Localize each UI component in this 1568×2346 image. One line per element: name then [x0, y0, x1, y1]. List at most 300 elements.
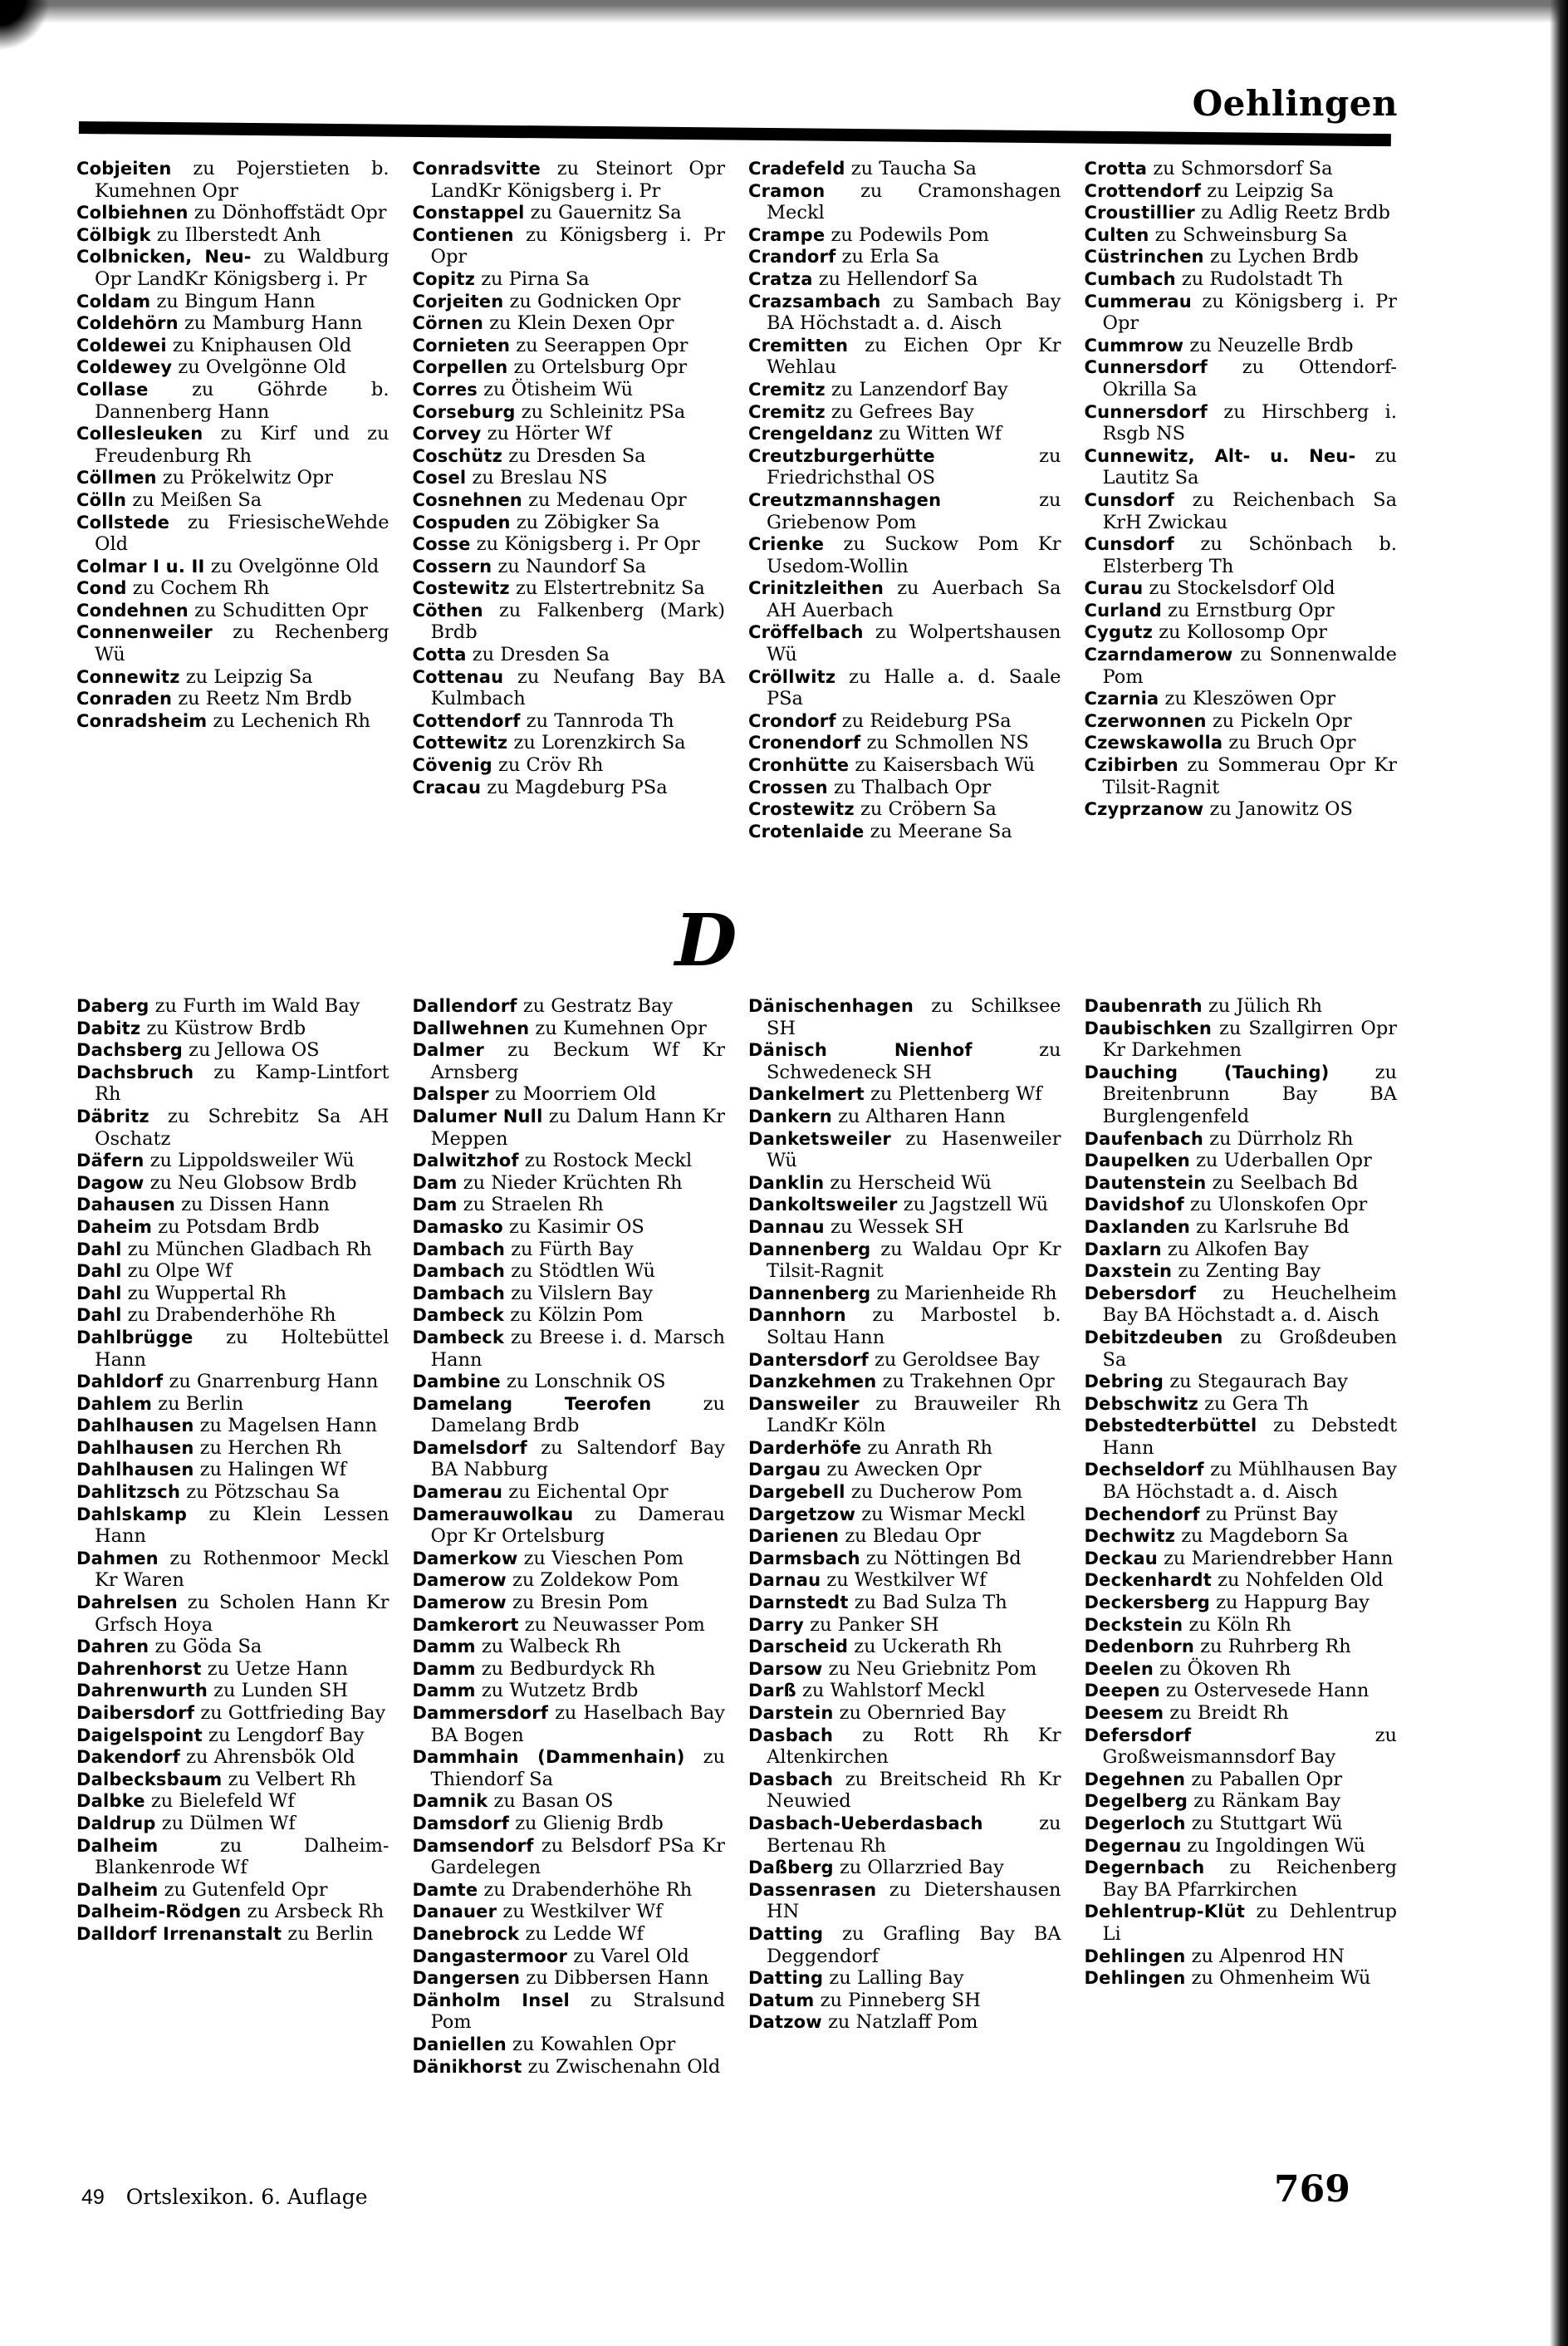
parent-locality: zu Schleinitz PSa [521, 400, 686, 423]
parent-locality: zu Gestratz Bay [522, 995, 674, 1017]
parent-locality: zu Haselbach Bay BA Bogen [430, 1702, 725, 1746]
place-name: Dankelmert [748, 1084, 865, 1105]
place-name: Degelberg [1084, 1791, 1188, 1812]
parent-locality: zu Pojerstieten b. Kumehnen Opr [95, 158, 390, 202]
place-name: Crazsambach [748, 291, 881, 312]
gazetteer-entry [1085, 1327, 1398, 1371]
place-name: Dambach [412, 1239, 505, 1259]
place-name: Corpellen [412, 357, 508, 378]
gazetteer-entry [748, 1923, 1061, 1967]
parent-locality: zu Janowitz OS [1209, 798, 1353, 821]
place-name: Cölln [76, 489, 127, 510]
parent-locality: zu Schilksee SH [767, 995, 1061, 1039]
parent-locality: zu Walbeck Rh [481, 1636, 621, 1658]
gazetteer-entry [76, 246, 390, 290]
gazetteer-entry [748, 1769, 1061, 1813]
gazetteer-entry [1085, 1636, 1398, 1658]
parent-locality: zu Breidt Rh [1169, 1702, 1289, 1724]
place-name: Dambach [412, 1283, 505, 1303]
gazetteer-entry [748, 224, 1061, 247]
place-name: Danebrock [412, 1923, 520, 1944]
place-name: Croustillier [1084, 203, 1195, 223]
parent-locality: zu Schuditten Opr [194, 599, 368, 621]
gazetteer-entry [76, 1746, 390, 1769]
gazetteer-entry [413, 1260, 726, 1283]
place-name: Dalheim [76, 1879, 159, 1900]
gazetteer-entry [748, 1437, 1061, 1460]
place-name: Dannau [748, 1216, 825, 1237]
gazetteer-entry [1085, 1548, 1398, 1570]
parent-locality: zu Seerappen Opr [516, 334, 688, 356]
place-name: Crienke [748, 534, 825, 555]
place-name: Daupelken [1084, 1151, 1190, 1171]
place-name: Cremitz [748, 401, 826, 422]
parent-locality: zu Cramonshagen Meckl [767, 179, 1061, 224]
place-name: Dambeck [412, 1327, 505, 1347]
place-name: Collstede [76, 512, 170, 533]
place-name: Cottendorf [412, 710, 521, 731]
parent-locality: zu Ostervesede Hann [1166, 1680, 1370, 1702]
place-name: Colbnicken, Neu- [76, 247, 252, 267]
parent-locality: zu Gnarrenburg Hann [169, 1371, 379, 1393]
place-name: Damm [412, 1637, 476, 1657]
place-name: Dankern [748, 1106, 832, 1126]
gazetteer-entry [76, 312, 390, 335]
parent-locality: zu Uckerath Rh [854, 1636, 1002, 1658]
place-name: Debschwitz [1084, 1393, 1198, 1414]
place-name: Contienen [412, 224, 514, 245]
gazetteer-entry [1085, 1393, 1398, 1416]
parent-locality: zu Erla Sa [841, 246, 939, 268]
place-name: Copitz [412, 268, 476, 289]
parent-locality: zu Cröbern Sa [860, 798, 997, 821]
parent-locality: zu München Gladbach Rh [127, 1238, 372, 1260]
place-name: Dabitz [76, 1018, 141, 1038]
parent-locality: zu Velbert Rh [228, 1768, 356, 1790]
parent-locality: zu Breitscheid Rh Kr Neuwied [767, 1768, 1061, 1813]
place-name: Datzow [748, 2012, 822, 2033]
parent-locality: zu Prünst Bay [1205, 1503, 1338, 1525]
parent-locality: zu Marbostel b. Soltau Hann [767, 1304, 1061, 1348]
gazetteer-entry [748, 1592, 1061, 1614]
parent-locality: zu Geroldsee Bay [875, 1348, 1040, 1371]
gazetteer-entry [1085, 1018, 1398, 1062]
running-head: Oehlingen [1192, 83, 1398, 124]
parent-locality: zu Kölzin Pom [510, 1304, 644, 1327]
parent-locality: zu Dissen Hann [181, 1194, 330, 1216]
parent-locality: zu Potsdam Brdb [158, 1215, 320, 1238]
gazetteer-entry [1085, 1901, 1398, 1945]
place-name: Culten [1084, 224, 1149, 245]
parent-locality: zu Breslau NS [472, 467, 608, 489]
place-name: Crotta [1084, 159, 1148, 179]
footer-imprint [81, 2185, 368, 2210]
parent-locality: zu Gottfrieding Bay [200, 1702, 386, 1724]
parent-locality: zu Lechenich Rh [213, 709, 371, 732]
place-name: Coldam [76, 291, 151, 312]
parent-locality: zu Hörter Wf [487, 423, 611, 445]
gazetteer-entry [413, 1569, 726, 1592]
place-name: Danklin [748, 1172, 825, 1193]
parent-locality: zu Mamburg Hann [184, 312, 363, 335]
place-name: Deepen [1084, 1681, 1160, 1701]
gazetteer-entry [1085, 1172, 1398, 1195]
parent-locality: zu Olpe Wf [127, 1260, 233, 1283]
gazetteer-entry [1085, 1283, 1398, 1327]
gazetteer-entry [413, 1990, 726, 2034]
parent-locality: zu Lalling Bay [829, 1967, 964, 1990]
gazetteer-entry [748, 1569, 1061, 1592]
gazetteer-entry [413, 1083, 726, 1106]
parent-locality: zu Bertenau Rh [767, 1812, 1061, 1857]
gazetteer-entry [76, 1039, 390, 1062]
place-name: Corseburg [412, 401, 516, 422]
parent-locality: zu Ovelgönne Old [178, 356, 347, 379]
place-name: Dahlbrügge [76, 1327, 194, 1347]
place-name: Dechwitz [1084, 1526, 1176, 1547]
book-title: Ortslexikon. [125, 2185, 255, 2209]
place-name: Damm [412, 1681, 476, 1701]
parent-locality: zu Hellendorf Sa [818, 267, 978, 290]
gazetteer-entry [1085, 754, 1398, 798]
place-name: Datting [748, 1923, 824, 1944]
place-name: Dalsper [412, 1084, 489, 1105]
parent-locality: zu Hasenweiler Wü [767, 1127, 1061, 1172]
parent-locality: zu Ollarzried Bay [839, 1857, 1004, 1879]
gazetteer-entry [413, 995, 726, 1018]
parent-locality: zu Altharen Hann [838, 1105, 1006, 1127]
place-name: Dasbach [748, 1725, 834, 1745]
place-name: Dahrelsen [76, 1593, 178, 1613]
parent-locality: zu Debstedt Hann [1102, 1415, 1397, 1459]
gazetteer-entry [76, 666, 390, 689]
place-name: Damerau [412, 1482, 503, 1503]
place-name: Dammersdorf [412, 1703, 549, 1723]
gazetteer-entry [1085, 1459, 1398, 1503]
parent-locality: zu Herchen Rh [199, 1436, 342, 1459]
place-name: Creutzburgerhütte [748, 445, 935, 466]
place-name: Daubischken [1084, 1018, 1212, 1038]
place-name: Cunnewitz, Alt- u. Neu- [1084, 445, 1356, 466]
place-name: Cröffelbach [748, 622, 864, 643]
parent-locality: zu Halingen Wf [199, 1459, 346, 1481]
gazetteer-entry [1085, 1525, 1398, 1548]
parent-locality: zu Dietershausen HN [767, 1878, 1061, 1923]
place-name: Corvey [412, 424, 482, 444]
place-name: Damte [412, 1879, 478, 1900]
gazetteer-entry [413, 577, 726, 600]
gazetteer-entry [748, 1481, 1061, 1504]
gazetteer-entry [413, 1239, 726, 1261]
gazetteer-entry [1085, 1680, 1398, 1702]
gazetteer-entry [76, 1923, 390, 1946]
gazetteer-entry [748, 821, 1061, 843]
gazetteer-entry [413, 666, 726, 710]
place-name: Cövenig [412, 755, 492, 776]
place-name: Cospuden [412, 512, 511, 533]
place-name: Dannenberg [748, 1283, 871, 1303]
place-name: Cremitten [748, 335, 849, 356]
gazetteer-entry [1085, 798, 1398, 821]
column-2 [413, 158, 726, 842]
gazetteer-entry [1085, 1790, 1398, 1813]
parent-locality: zu Ilberstedt Anh [156, 223, 321, 246]
place-name: Daubenrath [1084, 996, 1203, 1016]
parent-locality: zu Lorenzkirch Sa [513, 732, 686, 754]
gazetteer-entry [413, 1967, 726, 1990]
parent-locality: zu Ränkam Bay [1193, 1790, 1341, 1813]
place-name: Cörnen [412, 313, 484, 334]
gazetteer-entry [748, 1128, 1061, 1172]
place-name: Degernau [1084, 1835, 1182, 1856]
place-name: Dahlhausen [76, 1437, 194, 1458]
parent-locality: zu Adlig Reetz Brdb [1201, 202, 1390, 224]
parent-locality: zu Szallgirren Opr Kr Darkehmen [1102, 1017, 1398, 1062]
place-name: Dargau [748, 1460, 821, 1480]
place-name: Curau [1084, 578, 1144, 599]
gazetteer-entry [748, 1106, 1061, 1128]
gazetteer-entry [413, 2056, 726, 2079]
place-name: Crostewitz [748, 799, 855, 820]
parent-locality: zu Seelbach Bd [1212, 1171, 1359, 1194]
place-name: Damnik [412, 1791, 488, 1812]
gazetteer-entry [413, 1018, 726, 1040]
place-name: Curland [1084, 600, 1162, 621]
parent-locality: zu Königsberg i. Pr Opr [430, 223, 725, 268]
gazetteer-entry [76, 356, 390, 379]
parent-locality: zu Schwedeneck SH [767, 1039, 1061, 1083]
place-name: Davidshof [1084, 1195, 1184, 1215]
parent-locality: zu Kamp-Lintfort Rh [95, 1061, 390, 1106]
gazetteer-entry [1085, 1592, 1398, 1614]
gazetteer-entry [413, 1636, 726, 1658]
parent-locality: zu Neu Globsow Brdb [149, 1171, 357, 1194]
parent-locality: zu Pötzschau Sa [186, 1481, 340, 1504]
parent-locality: zu Klein Lessen Hann [95, 1503, 390, 1548]
parent-locality: zu Schmorsdorf Sa [1153, 158, 1333, 179]
parent-locality: zu Rudolstadt Th [1181, 267, 1344, 290]
gazetteer-entry [748, 1525, 1061, 1548]
parent-locality: zu Paballen Opr [1191, 1768, 1343, 1790]
gazetteer-entry [748, 246, 1061, 268]
gazetteer-entry [1085, 1216, 1398, 1239]
place-name: Cummerau [1084, 291, 1192, 312]
gazetteer-entry [748, 291, 1061, 335]
column-4 [1085, 158, 1398, 842]
gazetteer-entry [413, 291, 726, 313]
parent-locality: zu Moorriem Old [495, 1083, 657, 1106]
place-name: Collase [76, 379, 149, 400]
place-name: Dannenberg [748, 1239, 871, 1259]
place-name: Dalmer [412, 1040, 484, 1061]
place-name: Cradefeld [748, 159, 845, 179]
parent-locality: zu Reichenberg Bay BA Pfarrkirchen [1102, 1857, 1397, 1901]
gazetteer-entry [748, 1216, 1061, 1239]
gazetteer-entry [413, 423, 726, 445]
gazetteer-entry [76, 489, 390, 512]
parent-locality: zu Beckum Wf Kr Arnsberg [430, 1039, 725, 1083]
parent-locality: zu Gauernitz Sa [530, 202, 682, 224]
parent-locality: zu Lychen Brdb [1209, 246, 1359, 268]
parent-locality: zu Bledau Opr [845, 1525, 981, 1548]
parent-locality: zu Jülich Rh [1208, 995, 1323, 1017]
place-name: Daigelspoint [76, 1725, 203, 1745]
gazetteer-entry [748, 1967, 1061, 1990]
place-name: Degerloch [1084, 1813, 1186, 1833]
gazetteer-entry [1085, 1857, 1398, 1901]
gazetteer-entry [413, 2034, 726, 2056]
place-name: Daheim [76, 1216, 153, 1237]
gazetteer-entry [748, 423, 1061, 445]
place-name: Degernbach [1084, 1858, 1205, 1878]
gazetteer-entry [1085, 710, 1398, 733]
parent-locality: zu Halle a. d. Saale PSa [767, 665, 1061, 710]
gazetteer-entry [76, 467, 390, 489]
parent-locality: zu Bingum Hann [156, 290, 316, 312]
gazetteer-entry [1085, 445, 1398, 489]
parent-locality: zu Königsberg i. Pr Opr [1102, 290, 1397, 335]
gazetteer-entry [413, 312, 726, 335]
place-name: Debersdorf [1084, 1283, 1197, 1303]
gazetteer-entry [76, 1658, 390, 1681]
gazetteer-entry [748, 401, 1061, 424]
place-name: Deckau [1084, 1548, 1158, 1568]
parent-locality: zu Dülmen Wf [161, 1812, 296, 1834]
gazetteer-entry [413, 1371, 726, 1393]
parent-locality: zu Reetz Nm Brdb [178, 688, 352, 710]
parent-locality: zu Varel Old [573, 1945, 689, 1967]
place-name: Dambine [412, 1372, 501, 1392]
gazetteer-entry [76, 621, 390, 665]
place-name: Dambeck [412, 1305, 505, 1326]
place-name: Dankoltsweiler [748, 1195, 898, 1215]
parent-locality: zu Glienig Brdb [515, 1812, 664, 1834]
gazetteer-entry [748, 379, 1061, 401]
parent-locality: zu Pickeln Opr [1212, 709, 1352, 732]
parent-locality: zu Plettenberg Wf [870, 1083, 1042, 1106]
gazetteer-entry [748, 1548, 1061, 1570]
parent-locality: zu Stödtlen Wü [511, 1260, 655, 1283]
parent-locality: zu Drabenderhöhe Rh [483, 1878, 693, 1901]
parent-locality: zu Nieder Krüchten Rh [463, 1171, 683, 1194]
place-name: Dambach [412, 1261, 505, 1282]
gazetteer-entry [76, 1835, 390, 1879]
parent-locality: zu Dalheim-Blankenrode Wf [95, 1834, 390, 1879]
parent-locality: zu Berlin [287, 1922, 374, 1945]
place-name: Dakendorf [76, 1747, 180, 1768]
place-name: Czerwonnen [1084, 710, 1207, 731]
parent-locality: zu Vilslern Bay [511, 1282, 654, 1304]
gazetteer-entry [76, 995, 390, 1018]
gazetteer-entry [748, 1393, 1061, 1437]
place-name: Dahlhausen [76, 1416, 194, 1436]
gazetteer-entry [748, 710, 1061, 733]
gazetteer-entry [1085, 1504, 1398, 1526]
place-name: Dahmen [76, 1548, 159, 1568]
gazetteer-entry [1085, 401, 1398, 445]
place-name: Conradsheim [76, 710, 208, 731]
gazetteer-entry [413, 401, 726, 424]
gazetteer-entry [76, 512, 390, 556]
column-2 [413, 995, 726, 2078]
gazetteer-entry [76, 1150, 390, 1172]
place-name: Datting [748, 1968, 824, 1989]
place-name: Dehlingen [1084, 1946, 1186, 1966]
gazetteer-entry [1085, 1702, 1398, 1725]
place-name: Dasbach-Ueberdasbach [748, 1813, 983, 1833]
parent-locality: zu Stuttgart Wü [1191, 1812, 1343, 1834]
column-1 [76, 995, 390, 2078]
parent-locality: zu Brauweiler Rh LandKr Köln [767, 1392, 1061, 1437]
parent-locality: zu Meißen Sa [132, 488, 262, 511]
place-name: Daxlarn [1084, 1239, 1162, 1259]
gazetteer-entry [748, 1614, 1061, 1637]
gazetteer-entry [76, 158, 390, 202]
place-name: Dalldorf Irrenanstalt [76, 1923, 282, 1944]
place-name: Damsendorf [412, 1835, 534, 1856]
parent-locality: zu Falkenberg (Mark) Brdb [430, 599, 725, 644]
parent-locality: zu Dresden Sa [472, 644, 610, 666]
place-name: Dannhorn [748, 1305, 846, 1326]
parent-locality: zu Rechenberg Wü [95, 621, 390, 666]
parent-locality: zu Cochem Rh [132, 577, 270, 600]
gazetteer-entry [413, 202, 726, 224]
gazetteer-entry [748, 1725, 1061, 1769]
gazetteer-entry [413, 1194, 726, 1216]
gazetteer-entry [413, 489, 726, 512]
parent-locality: zu Ernstburg Opr [1168, 599, 1335, 621]
gazetteer-entry [1085, 1260, 1398, 1283]
gazetteer-entry [1085, 600, 1398, 622]
gazetteer-entry [748, 798, 1061, 821]
gazetteer-entry [413, 1216, 726, 1239]
parent-locality: zu Uderballen Opr [1196, 1150, 1372, 1172]
parent-locality: zu Ovelgönne Old [210, 555, 380, 577]
gazetteer-entry [76, 1459, 390, 1481]
place-name: Darderhöfe [748, 1437, 862, 1458]
parent-locality: zu Meerane Sa [870, 820, 1012, 842]
gazetteer-entry [413, 1746, 726, 1790]
parent-locality: zu Zöbigker Sa [516, 511, 660, 533]
parent-locality: zu Damelang Brdb [430, 1392, 725, 1437]
place-name: Däfern [76, 1151, 145, 1171]
parent-locality: zu Prökelwitz Opr [162, 467, 334, 489]
parent-locality: zu Jagstzell Wü [903, 1194, 1049, 1216]
place-name: Crampe [748, 224, 826, 245]
gazetteer-entry [76, 577, 390, 600]
gazetteer-entry [76, 1548, 390, 1592]
place-name: Daniellen [412, 2034, 507, 2054]
parent-locality: zu Dürrholz Rh [1209, 1127, 1354, 1150]
place-name: Dangersen [412, 1968, 521, 1989]
parent-locality: zu Straelen Rh [463, 1194, 604, 1216]
place-name: Colmar I u. II [76, 556, 205, 577]
gazetteer-entry [413, 268, 726, 291]
gazetteer-entry [413, 1702, 726, 1746]
parent-locality: zu Ottendorf-Okrilla Sa [1102, 356, 1397, 400]
gazetteer-entry [748, 1702, 1061, 1725]
parent-locality: zu Scholen Hann Kr Grfsch Hoya [95, 1592, 390, 1636]
parent-locality: zu Trakehnen Opr [882, 1371, 1055, 1393]
place-name: Datum [748, 1990, 815, 2010]
parent-locality: zu Leipzig Sa [185, 665, 313, 688]
parent-locality: zu Klein Dexen Opr [489, 312, 674, 335]
place-name: Dalheim [76, 1835, 159, 1856]
gazetteer-entry [76, 1437, 390, 1460]
parent-locality: zu Eichen Opr Kr Wehlau [767, 334, 1061, 379]
place-name: Darscheid [748, 1637, 849, 1657]
place-name: Dahl [76, 1239, 122, 1259]
